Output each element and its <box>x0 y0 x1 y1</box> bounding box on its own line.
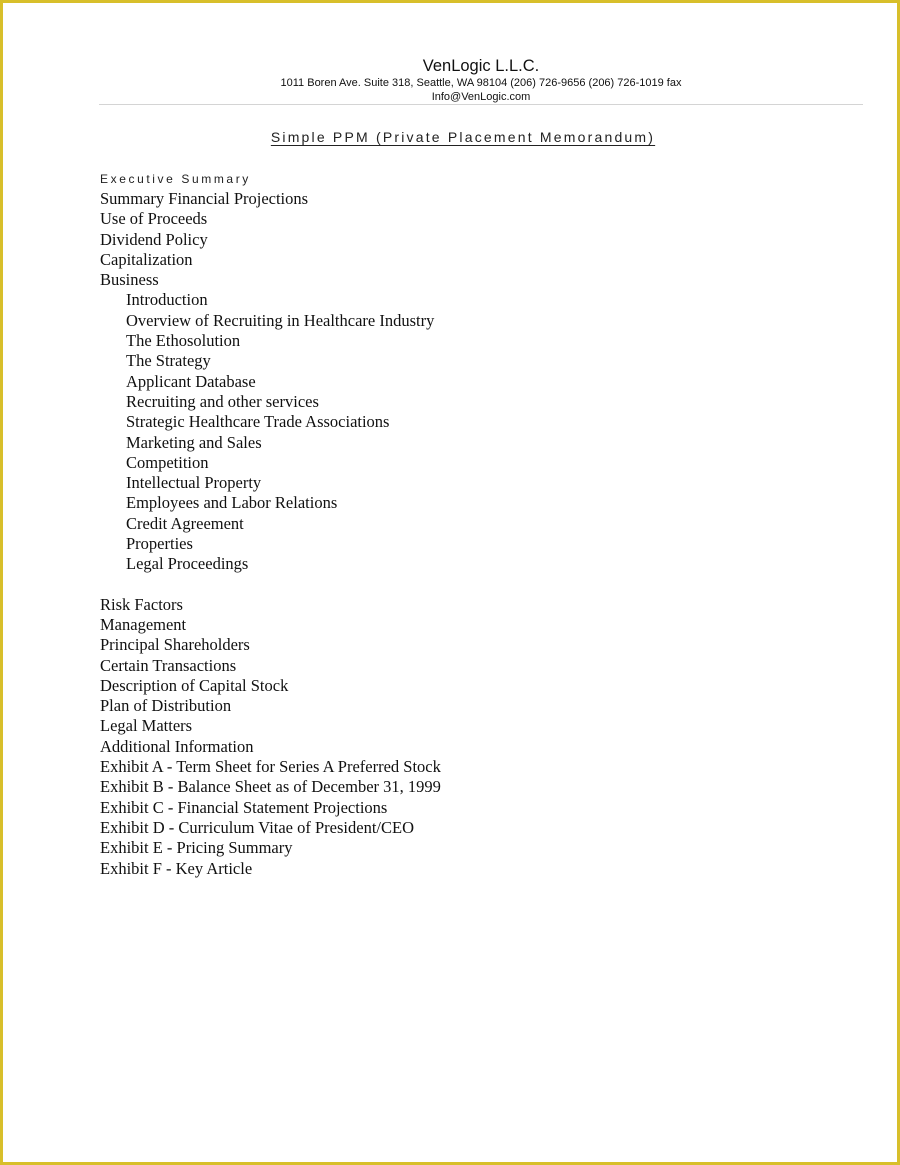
toc-subitem: Marketing and Sales <box>126 432 262 452</box>
toc-item: Dividend Policy <box>100 229 208 249</box>
toc-subitem: Applicant Database <box>126 371 256 391</box>
toc-item: Principal Shareholders <box>100 635 250 655</box>
toc-subitem: Competition <box>126 452 209 472</box>
toc-item: Exhibit A - Term Sheet for Series A Preferred Stock <box>100 757 441 777</box>
toc-item: Exhibit E - Pricing Summary <box>100 838 293 858</box>
toc-subitem: Employees and Labor Relations <box>126 493 338 513</box>
toc-subitem: Credit Agreement <box>126 513 244 533</box>
toc-subitem: Strategic Healthcare Trade Associations <box>126 412 390 432</box>
section-heading: Executive Summary <box>100 172 251 186</box>
toc-item: Risk Factors <box>100 594 183 614</box>
toc-item: Plan of Distribution <box>100 696 232 716</box>
toc-subitem: Recruiting and other services <box>126 391 319 411</box>
toc-item: Exhibit F - Key Article <box>100 858 253 878</box>
toc-subitem: The Ethosolution <box>126 331 241 351</box>
document-title-text: Simple PPM (Private Placement Memorandum) <box>270 129 656 145</box>
toc-item: Capitalization <box>100 249 193 269</box>
toc-item: Description of Capital Stock <box>100 675 289 695</box>
toc-subitem: Intellectual Property <box>126 473 262 493</box>
toc-item: Management <box>100 614 187 634</box>
toc-item: Legal Matters <box>100 716 193 736</box>
header-divider <box>99 104 863 105</box>
toc-item: Exhibit B - Balance Sheet as of December 31, 1999 <box>100 777 441 797</box>
toc-item: Additional Information <box>100 736 254 756</box>
company-address: 1011 Boren Ave. Suite 318, Seattle, WA 98104 (206) 726-9656 (206) 726-1019 fax <box>280 77 682 89</box>
toc-item: Exhibit C - Financial Statement Projections <box>100 797 388 817</box>
table-of-contents <box>100 189 441 879</box>
toc-subitem: Properties <box>126 534 193 554</box>
toc-item: Certain Transactions <box>100 655 237 675</box>
document-title <box>3 129 900 145</box>
toc-subitem: Overview of Recruiting in Healthcare Industry <box>126 310 435 330</box>
toc-subitem: Introduction <box>126 290 208 310</box>
company-name: VenLogic L.L.C. <box>422 57 540 75</box>
toc-subitem: The Strategy <box>126 351 211 371</box>
toc-item: Exhibit D - Curriculum Vitae of President/CEO <box>100 817 414 837</box>
toc-item: Summary Financial Projections <box>100 189 309 208</box>
toc-subitem: Legal Proceedings <box>126 554 249 574</box>
toc-item: Business <box>100 270 159 290</box>
toc-item: Use of Proceeds <box>100 209 208 229</box>
company-email: Info@VenLogic.com <box>431 91 531 103</box>
